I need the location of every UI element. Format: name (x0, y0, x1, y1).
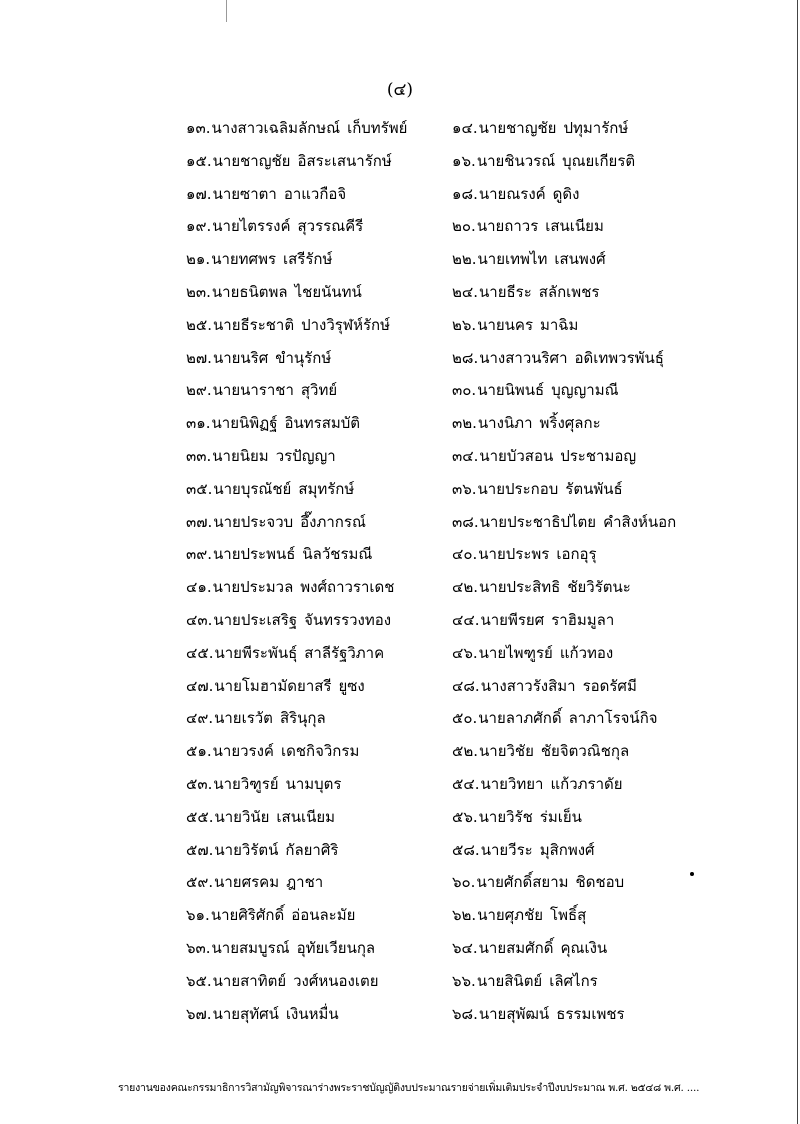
member-title-name: นายถาวร (476, 217, 539, 236)
member-title-name: นายบัวสอน (479, 446, 554, 465)
member-title-name: นางสาวนริศา (479, 348, 568, 367)
member-surname: สมุทรักษ์ (298, 479, 355, 498)
entry-number: ๓๒. (452, 414, 477, 433)
member-title-name: นายบุรณัชย์ (213, 479, 292, 498)
entry-number: ๓๘. (452, 512, 479, 531)
member-surname: อุทัยเวียนกุล (296, 938, 376, 957)
member-title-name: นายนิพิฏฐ์ (211, 414, 278, 433)
member-surname: เสรีรักษ์ (283, 250, 333, 269)
member-surname: ประชามอญ (560, 446, 637, 465)
member-entry (452, 342, 772, 375)
member-surname: ธรรมเพชร (556, 1004, 625, 1023)
member-surname: วรปัญญา (275, 446, 336, 465)
member-surname: โพธิ์สุ (550, 906, 587, 925)
member-surname: พงศ์ถาวราเดช (300, 578, 395, 597)
member-entry (452, 309, 772, 342)
member-title-name: นายลาภศักดิ์ (478, 709, 562, 728)
member-entry (452, 112, 772, 145)
entry-number: ๔๓. (186, 610, 213, 629)
member-title-name: นายโมฮามัดยาสรี (214, 676, 332, 695)
member-entry (452, 702, 772, 735)
member-title-name: นายทศพร (211, 250, 277, 269)
entry-number: ๑๙. (186, 217, 212, 236)
member-surname: คำสิงห์นอก (603, 512, 677, 531)
scan-edge-mark (226, 0, 227, 22)
member-surname: เอกอุรุ (556, 545, 597, 564)
member-surname: เงินหมื่น (285, 1004, 339, 1023)
entry-number: ๕๐. (452, 709, 478, 728)
member-entry (452, 866, 772, 899)
member-entry (452, 932, 772, 965)
member-entry (452, 145, 772, 178)
entry-number: ๔๖. (452, 643, 478, 662)
member-title-name: นายนิพนธ์ (477, 381, 545, 400)
member-surname: อึ๊งภากรณ์ (300, 512, 366, 531)
member-title-name: นายนคร (477, 315, 533, 334)
member-title-name: นายประสิทธิ (479, 578, 561, 597)
member-entry (452, 801, 772, 834)
member-surname: อาแวกือจิ (283, 184, 347, 203)
member-surname: ร่มเย็น (539, 807, 582, 826)
member-title-name: นายประชาธิปไตย (479, 512, 597, 531)
member-title-name: นายศรคม (214, 873, 280, 892)
member-surname: อดิเทพวรพันธุ์ (574, 348, 664, 367)
entry-number: ๓๖. (452, 479, 477, 498)
entry-number: ๓๗. (186, 512, 213, 531)
member-title-name: นายวิรัช (478, 807, 533, 826)
entry-number: ๕๘. (452, 840, 480, 859)
member-entry (452, 965, 772, 998)
entry-number: ๖๐. (452, 873, 476, 892)
member-title-name: นายวินัย (214, 807, 270, 826)
member-title-name: นายวิฑูรย์ (213, 774, 279, 793)
entry-number: ๒๗. (186, 348, 212, 367)
member-title-name: นายประกอบ (477, 479, 559, 498)
member-surname: อิสระเสนารักษ์ (297, 151, 392, 170)
page-number: (๔) (386, 80, 414, 100)
member-surname: ไชยนันทน์ (294, 282, 362, 301)
member-surname: รอดรัศมี (582, 676, 637, 695)
member-title-name: นายสินิตย์ (476, 971, 543, 990)
member-entry (452, 276, 772, 309)
member-title-name: นายไพฑูรย์ (478, 643, 553, 662)
member-entry (452, 178, 772, 211)
member-surname: เสนพงศ์ (554, 250, 606, 269)
member-entry (452, 538, 772, 571)
member-title-name: นายประมวล (212, 578, 294, 597)
entry-number: ๑๔. (452, 119, 478, 137)
member-surname: ขำนุรักษ์ (275, 348, 332, 367)
entry-number: ๖๑. (186, 906, 210, 925)
entry-number: ๔๙. (186, 709, 214, 728)
member-surname: มุสิกพงศ์ (539, 840, 595, 859)
member-surname: สาลีรัฐวิภาค (304, 643, 385, 662)
member-title-name: นายสุพัฒน์ (478, 1004, 550, 1023)
member-surname: ชัยจิตวณิชกุล (540, 742, 630, 761)
member-surname: ปทุมารักษ์ (563, 119, 629, 137)
member-surname: สิรินุกุล (279, 709, 326, 728)
entry-number: ๕๙. (186, 873, 214, 892)
member-title-name: นายชาญชัย (212, 151, 291, 170)
member-entry (452, 210, 772, 243)
entry-number: ๕๓. (186, 774, 213, 793)
entry-number: ๕๑. (186, 742, 212, 761)
entry-number: ๔๘. (452, 676, 480, 695)
member-surname: พริ้งศุลกะ (539, 414, 601, 433)
entry-number: ๑๕. (186, 151, 212, 170)
entry-number: ๑๗. (186, 184, 212, 203)
member-title-name: นางสาวเฉลิมลักษณ์ (211, 119, 341, 137)
entry-number: ๓๓. (186, 446, 212, 465)
entry-number: ๑๓. (186, 119, 211, 137)
entry-number: ๓๙. (186, 545, 213, 564)
entry-number: ๖๗. (186, 1004, 212, 1023)
member-title-name: นายประจวบ (213, 512, 294, 531)
entry-number: ๓๑. (186, 414, 211, 433)
member-surname: เสนเนียม (545, 217, 604, 236)
member-entry (452, 243, 772, 276)
member-surname: แก้วทอง (559, 643, 614, 662)
entry-number: ๓๐. (452, 381, 477, 400)
member-entry (452, 440, 772, 473)
member-title-name: นายธีระ (479, 282, 532, 301)
member-title-name: นายธีระชาติ (213, 315, 295, 334)
ink-dot (690, 872, 694, 876)
member-surname: จันทรรวงทอง (304, 610, 392, 629)
member-entry (452, 768, 772, 801)
member-title-name: นางสาวรังสิมา (480, 676, 576, 695)
member-surname: ดูดิง (552, 184, 580, 203)
member-surname: คุณเงิน (560, 938, 608, 957)
member-title-name: นายธนิตพล (211, 282, 288, 301)
member-surname: นามบุตร (285, 774, 342, 793)
page-footer: รายงานของคณะกรรมาธิการวิสามัญพิจารณาร่างพระราชบัญญัติงบประมาณรายจ่ายเพิ่มเติมประจำปีงบประมาณ พ.ศ. ๒๕๔๘ พ.ศ. .... (118, 1082, 700, 1094)
member-entry (452, 998, 772, 1031)
member-entry (452, 670, 772, 703)
member-entry (452, 407, 772, 440)
entry-number: ๕๕. (186, 807, 214, 826)
member-title-name: นายชาญชัย (478, 119, 557, 137)
member-title-name: นายวรงค์ (212, 742, 274, 761)
member-surname: นิลวัชรมณี (302, 545, 373, 564)
member-surname: ฎาชา (286, 873, 324, 892)
member-title-name: นายสาทิตย์ (212, 971, 287, 990)
entry-number: ๕๒. (452, 742, 479, 761)
entry-number: ๒๑. (186, 250, 211, 269)
member-title-name: นายประเสริฐ (213, 610, 298, 629)
member-title-name: นายณรงค์ (478, 184, 546, 203)
entry-number: ๓๕. (186, 479, 213, 498)
member-surname: กัลยาศิริ (285, 840, 339, 859)
member-title-name: นายวิรัตน์ (214, 840, 279, 859)
member-title-name: นายศักดิ์สยาม (476, 873, 569, 892)
entry-number: ๒๕. (186, 315, 213, 334)
member-title-name: นายชินวรณ์ (476, 151, 556, 170)
member-entry (452, 637, 772, 670)
member-title-name: นายวิทยา (480, 774, 544, 793)
member-title-name: นายซาตา (212, 184, 277, 203)
entry-number: ๑๘. (452, 184, 478, 203)
entry-number: ๓๔. (452, 446, 479, 465)
entry-number: ๒๘. (452, 348, 479, 367)
member-title-name: นายวีระ (480, 840, 533, 859)
member-surname: เลิศไกร (549, 971, 598, 990)
entry-number: ๔๗. (186, 676, 214, 695)
member-surname: เก็บทรัพย์ (347, 119, 408, 137)
member-entry (452, 473, 772, 506)
entry-number: ๒๖. (452, 315, 477, 334)
member-entry (452, 506, 772, 539)
entry-number: ๒๔. (452, 282, 479, 301)
member-surname: สุวรรณคีรี (297, 217, 364, 236)
entry-number: ๔๑. (186, 578, 212, 597)
entry-number: ๕๔. (452, 774, 480, 793)
entry-number: ๖๒. (452, 906, 477, 925)
entry-number: ๔๔. (452, 610, 480, 629)
member-entry (452, 374, 772, 407)
member-surname: เดชกิจวิกรม (280, 742, 360, 761)
member-surname: สลักเพชร (538, 282, 600, 301)
member-title-name: นายประพนธ์ (213, 545, 296, 564)
entry-number: ๖๔. (452, 938, 478, 957)
member-title-name: นายเรวัต (214, 709, 273, 728)
member-surname: ชิดชอบ (575, 873, 625, 892)
member-title-name: นายนริศ (212, 348, 269, 367)
member-surname: รัตนพันธ์ (565, 479, 623, 498)
member-entry (452, 735, 772, 768)
member-entry (452, 834, 772, 867)
entry-number: ๒๙. (186, 381, 212, 400)
member-surname: วงศ์หนองเตย (293, 971, 379, 990)
member-title-name: นายพีระพันธุ์ (214, 643, 298, 662)
entry-number: ๔๕. (186, 643, 214, 662)
member-title-name: นายศิริศักดิ์ (210, 906, 285, 925)
member-title-name: นางนิภา (477, 414, 533, 433)
member-surname: บุญญามณี (551, 381, 619, 400)
member-title-name: นายศุภชัย (477, 906, 544, 925)
member-title-name: นายนิยม (212, 446, 269, 465)
member-surname: อินทรสมบัติ (284, 414, 361, 433)
member-surname: อ่อนละมัย (291, 906, 356, 925)
member-entry (452, 899, 772, 932)
entry-number: ๔๐. (452, 545, 478, 564)
member-title-name: นายเทพไท (477, 250, 548, 269)
member-title-name: นายนาราชา (212, 381, 294, 400)
member-list-right (452, 112, 772, 1030)
member-surname: แก้วภราดัย (550, 774, 623, 793)
entry-number: ๕๗. (186, 840, 214, 859)
page-border-right (797, 0, 798, 1124)
member-surname: เสนเนียม (276, 807, 336, 826)
entry-number: ๖๕. (186, 971, 212, 990)
member-title-name: นายไตรรงค์ (212, 217, 291, 236)
member-surname: มาฉิม (540, 315, 579, 334)
member-title-name: นายสมบูรณ์ (211, 938, 290, 957)
member-title-name: นายสมศักดิ์ (478, 938, 554, 957)
entry-number: ๕๖. (452, 807, 478, 826)
member-entry (452, 604, 772, 637)
member-surname: ยูซง (338, 676, 365, 695)
member-entry (452, 571, 772, 604)
entry-number: ๖๖. (452, 971, 476, 990)
member-title-name: นายวิชัย (479, 742, 534, 761)
member-surname: ชัยวิรัตนะ (567, 578, 631, 597)
entry-number: ๒๓. (186, 282, 211, 301)
member-title-name: นายพีรยศ (480, 610, 545, 629)
entry-number: ๒๒. (452, 250, 477, 269)
member-title-name: นายประพร (478, 545, 550, 564)
member-surname: บุณยเกียรติ (562, 151, 636, 170)
member-surname: ลาภาโรจน์กิจ (568, 709, 658, 728)
member-surname: ราฮิมมูลา (551, 610, 615, 629)
entry-number: ๔๒. (452, 578, 479, 597)
entry-number: ๒๐. (452, 217, 476, 236)
member-surname: ปางวิรุฬห์รักษ์ (301, 315, 391, 334)
member-surname: สุวิทย์ (300, 381, 338, 400)
member-title-name: นายสุทัศน์ (212, 1004, 279, 1023)
entry-number: ๖๘. (452, 1004, 478, 1023)
entry-number: ๑๖. (452, 151, 476, 170)
entry-number: ๖๓. (186, 938, 211, 957)
